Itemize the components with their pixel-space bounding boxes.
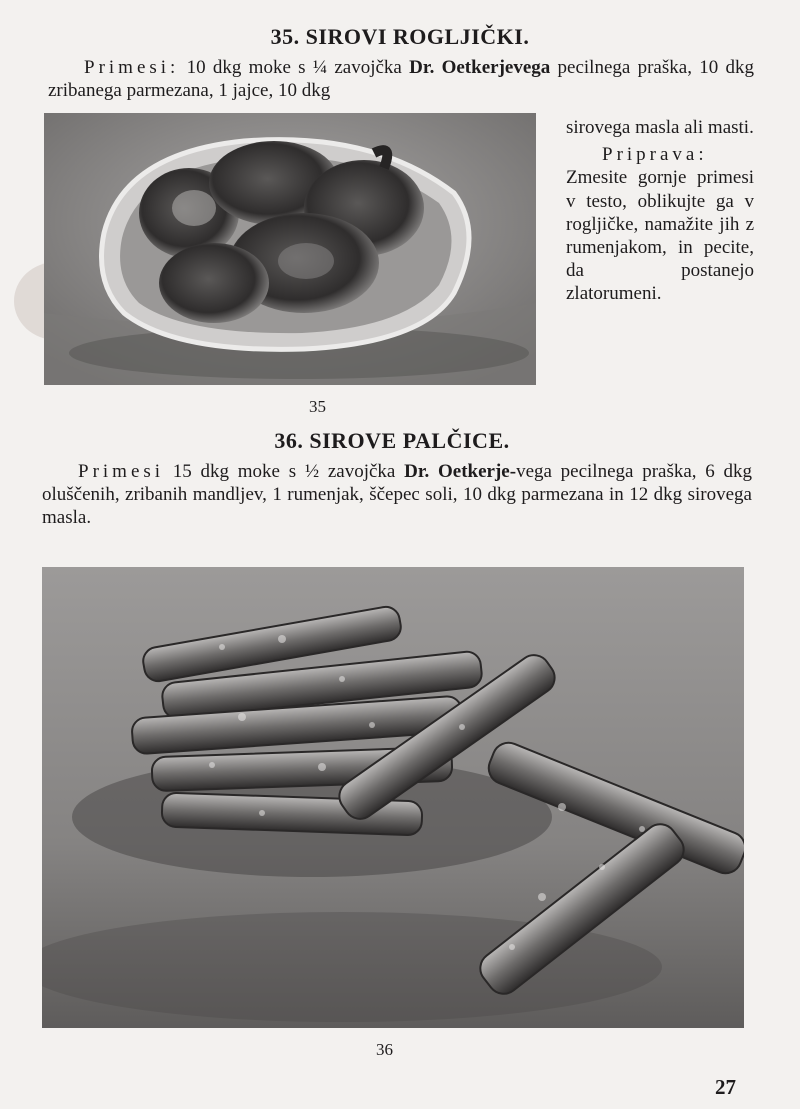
- recipe-35-brand: Dr. Oetkerjevega: [409, 57, 551, 78]
- recipe-35-ingredients-end: sirovega masla ali masti.: [566, 117, 754, 138]
- photo-35-caption: 35: [309, 397, 326, 416]
- recipe-35-ingredients-text-b: pecilnega praška, 10 dkg zribanega parmezana, 1 jajce, 10 dkg: [48, 57, 754, 101]
- photo-cheese-sticks: [42, 567, 744, 1028]
- recipe-35-ingredients-label: Primesi:: [84, 57, 180, 78]
- photo-36-caption: 36: [376, 1040, 393, 1059]
- recipe-35-title: 35. SIROVI ROGLJIČKI.: [270, 24, 530, 49]
- recipe-36-ingredients: [42, 460, 752, 529]
- recipe-36-ingredients-text-a: 15 dkg moke s ½ zavojčka: [164, 461, 405, 482]
- recipe-35-ingredients: [48, 56, 754, 102]
- recipe-36-title: 36. SIROVE PALČICE.: [274, 428, 510, 453]
- recipe-35-side-column: [566, 116, 754, 306]
- recipe-35-ingredients-text-a: 10 dkg moke s ¼ zavojčka: [179, 57, 410, 78]
- recipe-36-ingredients-text-b: vega pecilnega praška, 6 dkg oluščenih, zribanih mandljev, 1 rumenjak, ščepec soli, 10 dkg parmezana in 12 dkg sirovega masla.: [42, 461, 752, 528]
- recipe-36-brand: Dr. Oetkerje-: [404, 461, 517, 482]
- page-number: 27: [715, 1075, 736, 1099]
- photo-cheese-crescents: [44, 113, 536, 385]
- recipe-35-prep-label: Priprava:: [602, 144, 708, 166]
- recipe-35-prep-text: Zmesite gornje primesi v testo, oblikujte ga v rogljičke, namažite jih z rumenjakom, in pecite, da postanejo zlatorumeni.: [566, 167, 754, 305]
- recipe-35-preparation: [566, 143, 754, 305]
- recipe-36-ingredients-label: Primesi: [78, 461, 165, 482]
